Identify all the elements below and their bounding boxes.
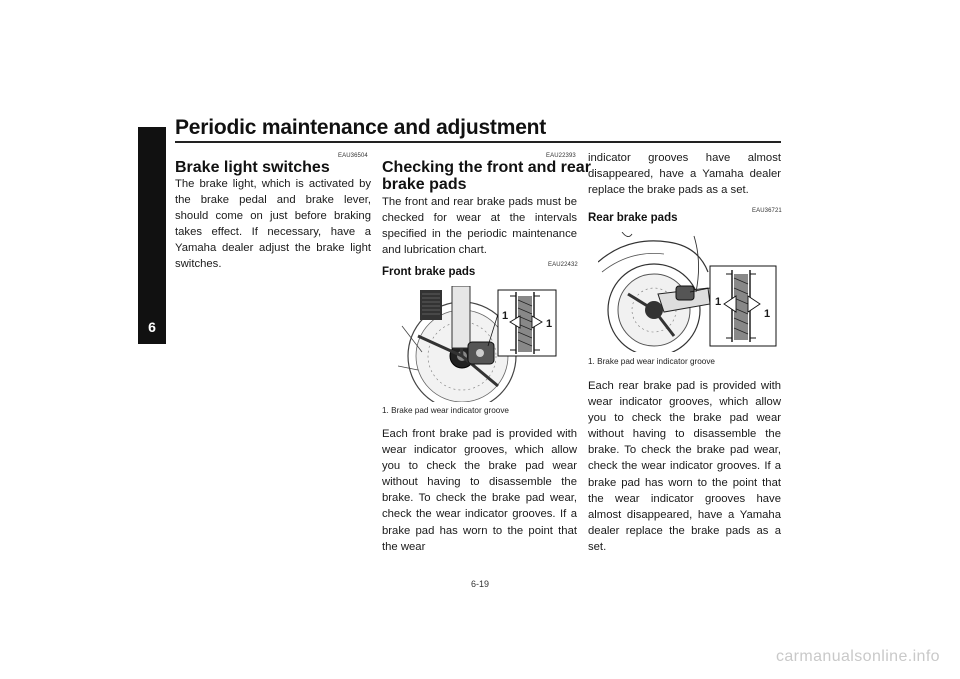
front-brake-illustration xyxy=(398,286,558,402)
section-title-brake-pads-line2: brake pads xyxy=(382,176,467,193)
front-brake-pads-paragraph: Each front brake pad is provided with wear indicator grooves, which allow you to check the brake pad wear without having to disassemble the brake. To check the brake pad wear, check the wear indicator grooves. If a brake pad has worn to the point that the wear xyxy=(382,428,577,553)
front-callout-right: 1 xyxy=(546,318,553,330)
subsection-code: EAU36721 xyxy=(752,208,782,214)
front-brake-drawing xyxy=(398,286,558,402)
chapter-number: 6 xyxy=(148,319,156,335)
rear-callout-right: 1 xyxy=(764,308,771,320)
watermark: carmanualsonline.info xyxy=(775,648,940,665)
rear-brake-pads-heading: Rear brake pads xyxy=(588,212,678,224)
header-divider xyxy=(175,141,781,143)
page-header-title: Periodic maintenance and adjustment xyxy=(175,116,547,139)
section-title-brake-pads-line1: Checking the front and rear xyxy=(382,159,591,176)
chapter-tab[interactable] xyxy=(138,127,166,344)
rear-callout-left: 1 xyxy=(715,296,722,308)
subsection-code: EAU22432 xyxy=(548,262,578,268)
front-figure-caption: 1. Brake pad wear indicator groove xyxy=(382,406,509,415)
front-callout-left: 1 xyxy=(502,310,509,322)
rear-brake-illustration xyxy=(598,232,780,352)
rear-brake-drawing xyxy=(598,232,780,352)
rear-brake-pads-paragraph: Each rear brake pad is provided with wear indicator grooves, which allow you to check the brake pad wear without having to disassemble the brake. To check the brake pad wear, check the wear indicator grooves. If a brake pad has worn to the point that the wear indicator grooves have almost disappeared, have a Yamaha dealer replace the brake pads as a set. xyxy=(588,380,781,553)
brake-light-paragraph: The brake light, which is activated by the brake pedal and brake lever, should come on just before braking takes effect. If necessary, have a Yamaha dealer adjust the brake light switches. xyxy=(175,178,371,271)
page-number: 6-19 xyxy=(470,579,489,589)
rear-figure-caption: 1. Brake pad wear indicator groove xyxy=(588,357,715,366)
section-code: EAU36504 xyxy=(338,153,368,159)
front-brake-pads-heading: Front brake pads xyxy=(382,266,476,278)
section-title-brake-light-switches: Brake light switches xyxy=(175,159,330,176)
brake-pads-intro-paragraph: The front and rear brake pads must be checked for wear at the intervals specified in the periodic maintenance and lubrication chart. xyxy=(382,196,577,257)
brake-pads-continued-paragraph: indicator grooves have almost disappeared, have a Yamaha dealer replace the brake pads as a set. xyxy=(588,152,781,197)
section-code: EAU22393 xyxy=(546,153,576,159)
